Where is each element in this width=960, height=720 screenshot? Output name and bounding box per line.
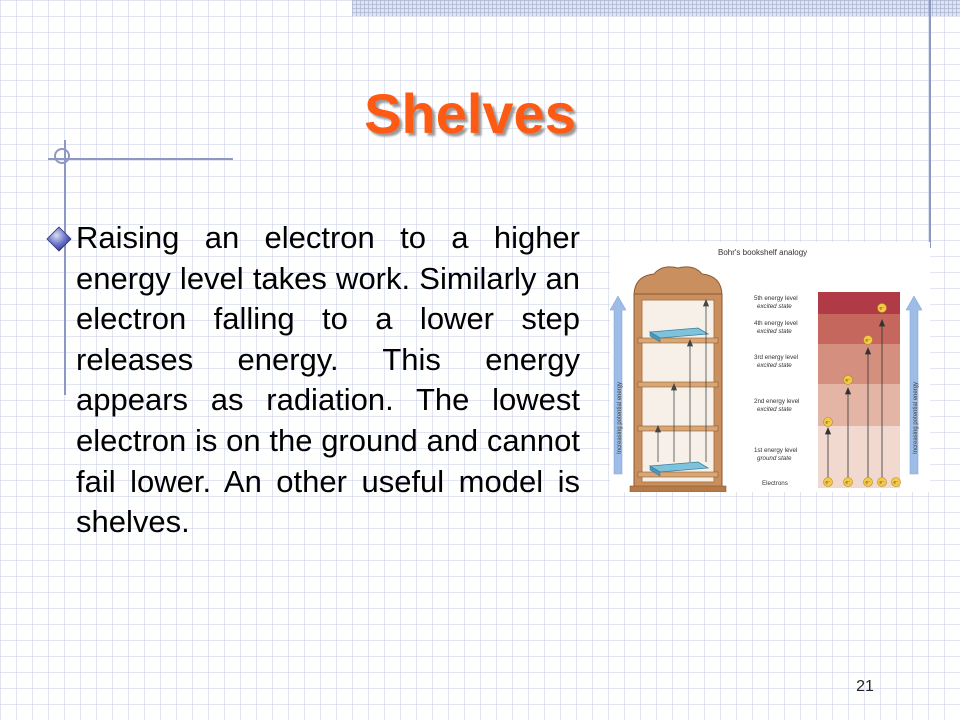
level-3-state: excited state — [757, 362, 792, 369]
level-1-state: ground state — [757, 455, 792, 462]
electron-symbol-6: e⁻ — [825, 419, 831, 425]
electron-symbol-9: e⁻ — [879, 305, 885, 311]
right-axis-label: Increasing potential energy — [913, 381, 919, 454]
level-5-name: 5th energy level — [754, 295, 798, 302]
level-3-name: 3rd energy level — [754, 354, 799, 361]
energy-level-bands — [818, 292, 900, 488]
guide-ring-ornament — [54, 148, 70, 164]
page-number: 21 — [856, 678, 874, 695]
figure-title: Bohr's bookshelf analogy — [718, 248, 808, 257]
body-text: Raising an electron to a higher energy level takes work. Similarly an electron falling to a lower step releases energy. This energy appears as radiation. The lowest electron is on the ground and cannot fail lower. An other useful model is shelves. — [76, 220, 580, 540]
level-1-name: 1st energy level — [754, 447, 798, 454]
level-4-state: excited state — [757, 328, 792, 335]
band-level-4 — [818, 314, 900, 344]
electron-symbol-5: e⁻ — [893, 479, 899, 485]
title-guide-line — [48, 158, 233, 160]
electron-symbol-8: e⁻ — [865, 337, 871, 343]
bohr-bookshelf-figure — [610, 242, 930, 492]
level-4-name: 4th energy level — [754, 320, 798, 327]
slide-title: Shelves — [364, 82, 576, 145]
electron-symbol-3: e⁻ — [865, 479, 871, 485]
band-level-3 — [818, 344, 900, 384]
electron-symbol-1: e⁻ — [825, 479, 831, 485]
bullet-item — [46, 218, 580, 543]
band-level-5 — [818, 292, 900, 314]
electron-symbol-7: e⁻ — [845, 377, 851, 383]
electron-symbol-4: e⁻ — [879, 479, 885, 485]
diamond-bullet-icon — [46, 226, 72, 252]
level-5-state: excited state — [757, 303, 792, 310]
electron-symbol-2: e⁻ — [845, 479, 851, 485]
right-guide-line — [929, 0, 931, 248]
left-axis-label: Increasing potential energy — [617, 381, 623, 454]
top-decorative-band — [352, 0, 960, 16]
electrons-label: Electrons — [762, 480, 788, 487]
level-2-name: 2nd energy level — [754, 398, 800, 405]
level-2-state: excited state — [757, 406, 792, 413]
bookshelf — [630, 267, 726, 492]
